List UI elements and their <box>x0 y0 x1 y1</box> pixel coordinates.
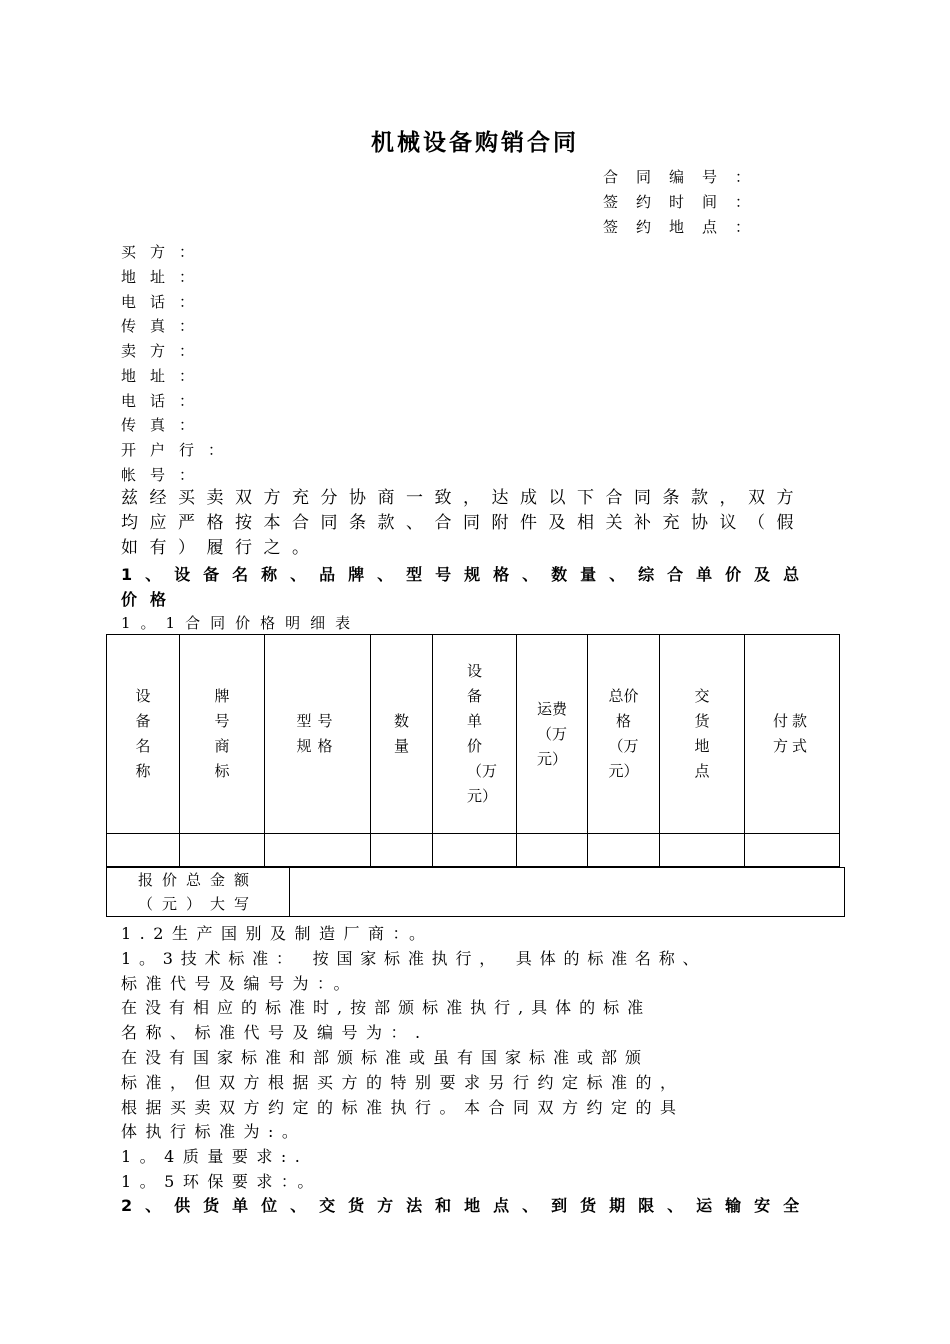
seller-name-label: 卖方： <box>121 342 209 360</box>
price-detail-table <box>106 634 840 867</box>
total-amount-label: 报价总金额 （元）大写 <box>107 868 290 917</box>
section-2-heading: 2、供货单位、交货方法和地点、到货期限、运输安全 <box>121 1196 813 1215</box>
header-equipment-name: 设备名称 <box>107 635 180 834</box>
header-unit-price: 设备单价（万元） <box>433 635 517 834</box>
buyer-fax-label: 传真： <box>121 317 209 335</box>
cell-freight[interactable] <box>517 834 588 867</box>
header-payment-method: 付款方式 <box>745 635 840 834</box>
body-line-3: 标准代号及编号为：。 <box>121 974 359 993</box>
header-freight: 运费（万元） <box>517 635 588 834</box>
body-line-9: 体执行标准为:。 <box>121 1122 307 1141</box>
cell-payment-method[interactable] <box>745 834 840 867</box>
cell-delivery-place[interactable] <box>660 834 745 867</box>
sign-time-label: 签约时间： <box>603 193 769 211</box>
body-line-6: 在没有国家标准和部颁标准或虽有国家标准或部颁 <box>121 1048 650 1067</box>
seller-bank-label: 开户行： <box>121 441 238 459</box>
seller-account-label: 帐号： <box>121 466 209 484</box>
body-line-2: 1。3技术标准： 按国家标准执行， 具体的标准名称、 <box>121 949 707 968</box>
contract-title: 机械设备购销合同 <box>371 130 579 156</box>
buyer-name-label: 买方： <box>121 243 209 261</box>
body-line-8: 根据买卖双方约定的标准执行。本合同双方约定的具 <box>121 1098 685 1117</box>
buyer-address-label: 地址： <box>121 268 209 286</box>
body-line-10: 1。4质量要求:. <box>121 1147 309 1166</box>
cell-unit-price[interactable] <box>433 834 517 867</box>
body-line-1: 1.2生产国别及制造厂商：。 <box>121 924 434 943</box>
buyer-phone-label: 电话： <box>121 293 209 311</box>
cell-brand[interactable] <box>180 834 265 867</box>
intro-paragraph: 兹经买卖双方充分协商一致，达成以下合同条款，双方均应严格按本合同条款、合同附件及相关补充协议（假如有）履行之。 <box>121 488 805 558</box>
header-total-price: 总价格（万元） <box>588 635 660 834</box>
sign-place-label: 签约地点： <box>603 218 769 236</box>
cell-total-price[interactable] <box>588 834 660 867</box>
section-1-heading-line1: 1、设备名称、品牌、型号规格、数量、综合单价及总 <box>121 565 813 584</box>
header-quantity: 数量 <box>371 635 433 834</box>
seller-fax-label: 传真： <box>121 416 209 434</box>
header-delivery-place: 交货地点 <box>660 635 745 834</box>
section-1-heading-line2: 价格 <box>121 590 180 609</box>
total-amount-value[interactable] <box>290 868 845 917</box>
body-line-11: 1。5环保要求：。 <box>121 1172 322 1191</box>
contract-number-label: 合同编号： <box>603 168 769 186</box>
body-line-7: 标准，但双方根据买方的特别要求另行约定标准的， <box>121 1073 685 1092</box>
cell-quantity[interactable] <box>371 834 433 867</box>
body-line-4: 在没有相应的标准时,按部颁标准执行,具体的标准 <box>121 998 652 1017</box>
seller-phone-label: 电话： <box>121 392 209 410</box>
table-caption: 1。1合同价格明细表 <box>121 614 361 632</box>
cell-equipment-name[interactable] <box>107 834 180 867</box>
table-row <box>107 834 840 867</box>
header-model-spec: 型号规格 <box>265 635 371 834</box>
cell-model-spec[interactable] <box>265 834 371 867</box>
body-line-5: 名称、标准代号及编号为：. <box>121 1023 429 1042</box>
seller-address-label: 地址： <box>121 367 209 385</box>
header-brand: 牌号商标 <box>180 635 265 834</box>
total-amount-table <box>106 867 845 917</box>
